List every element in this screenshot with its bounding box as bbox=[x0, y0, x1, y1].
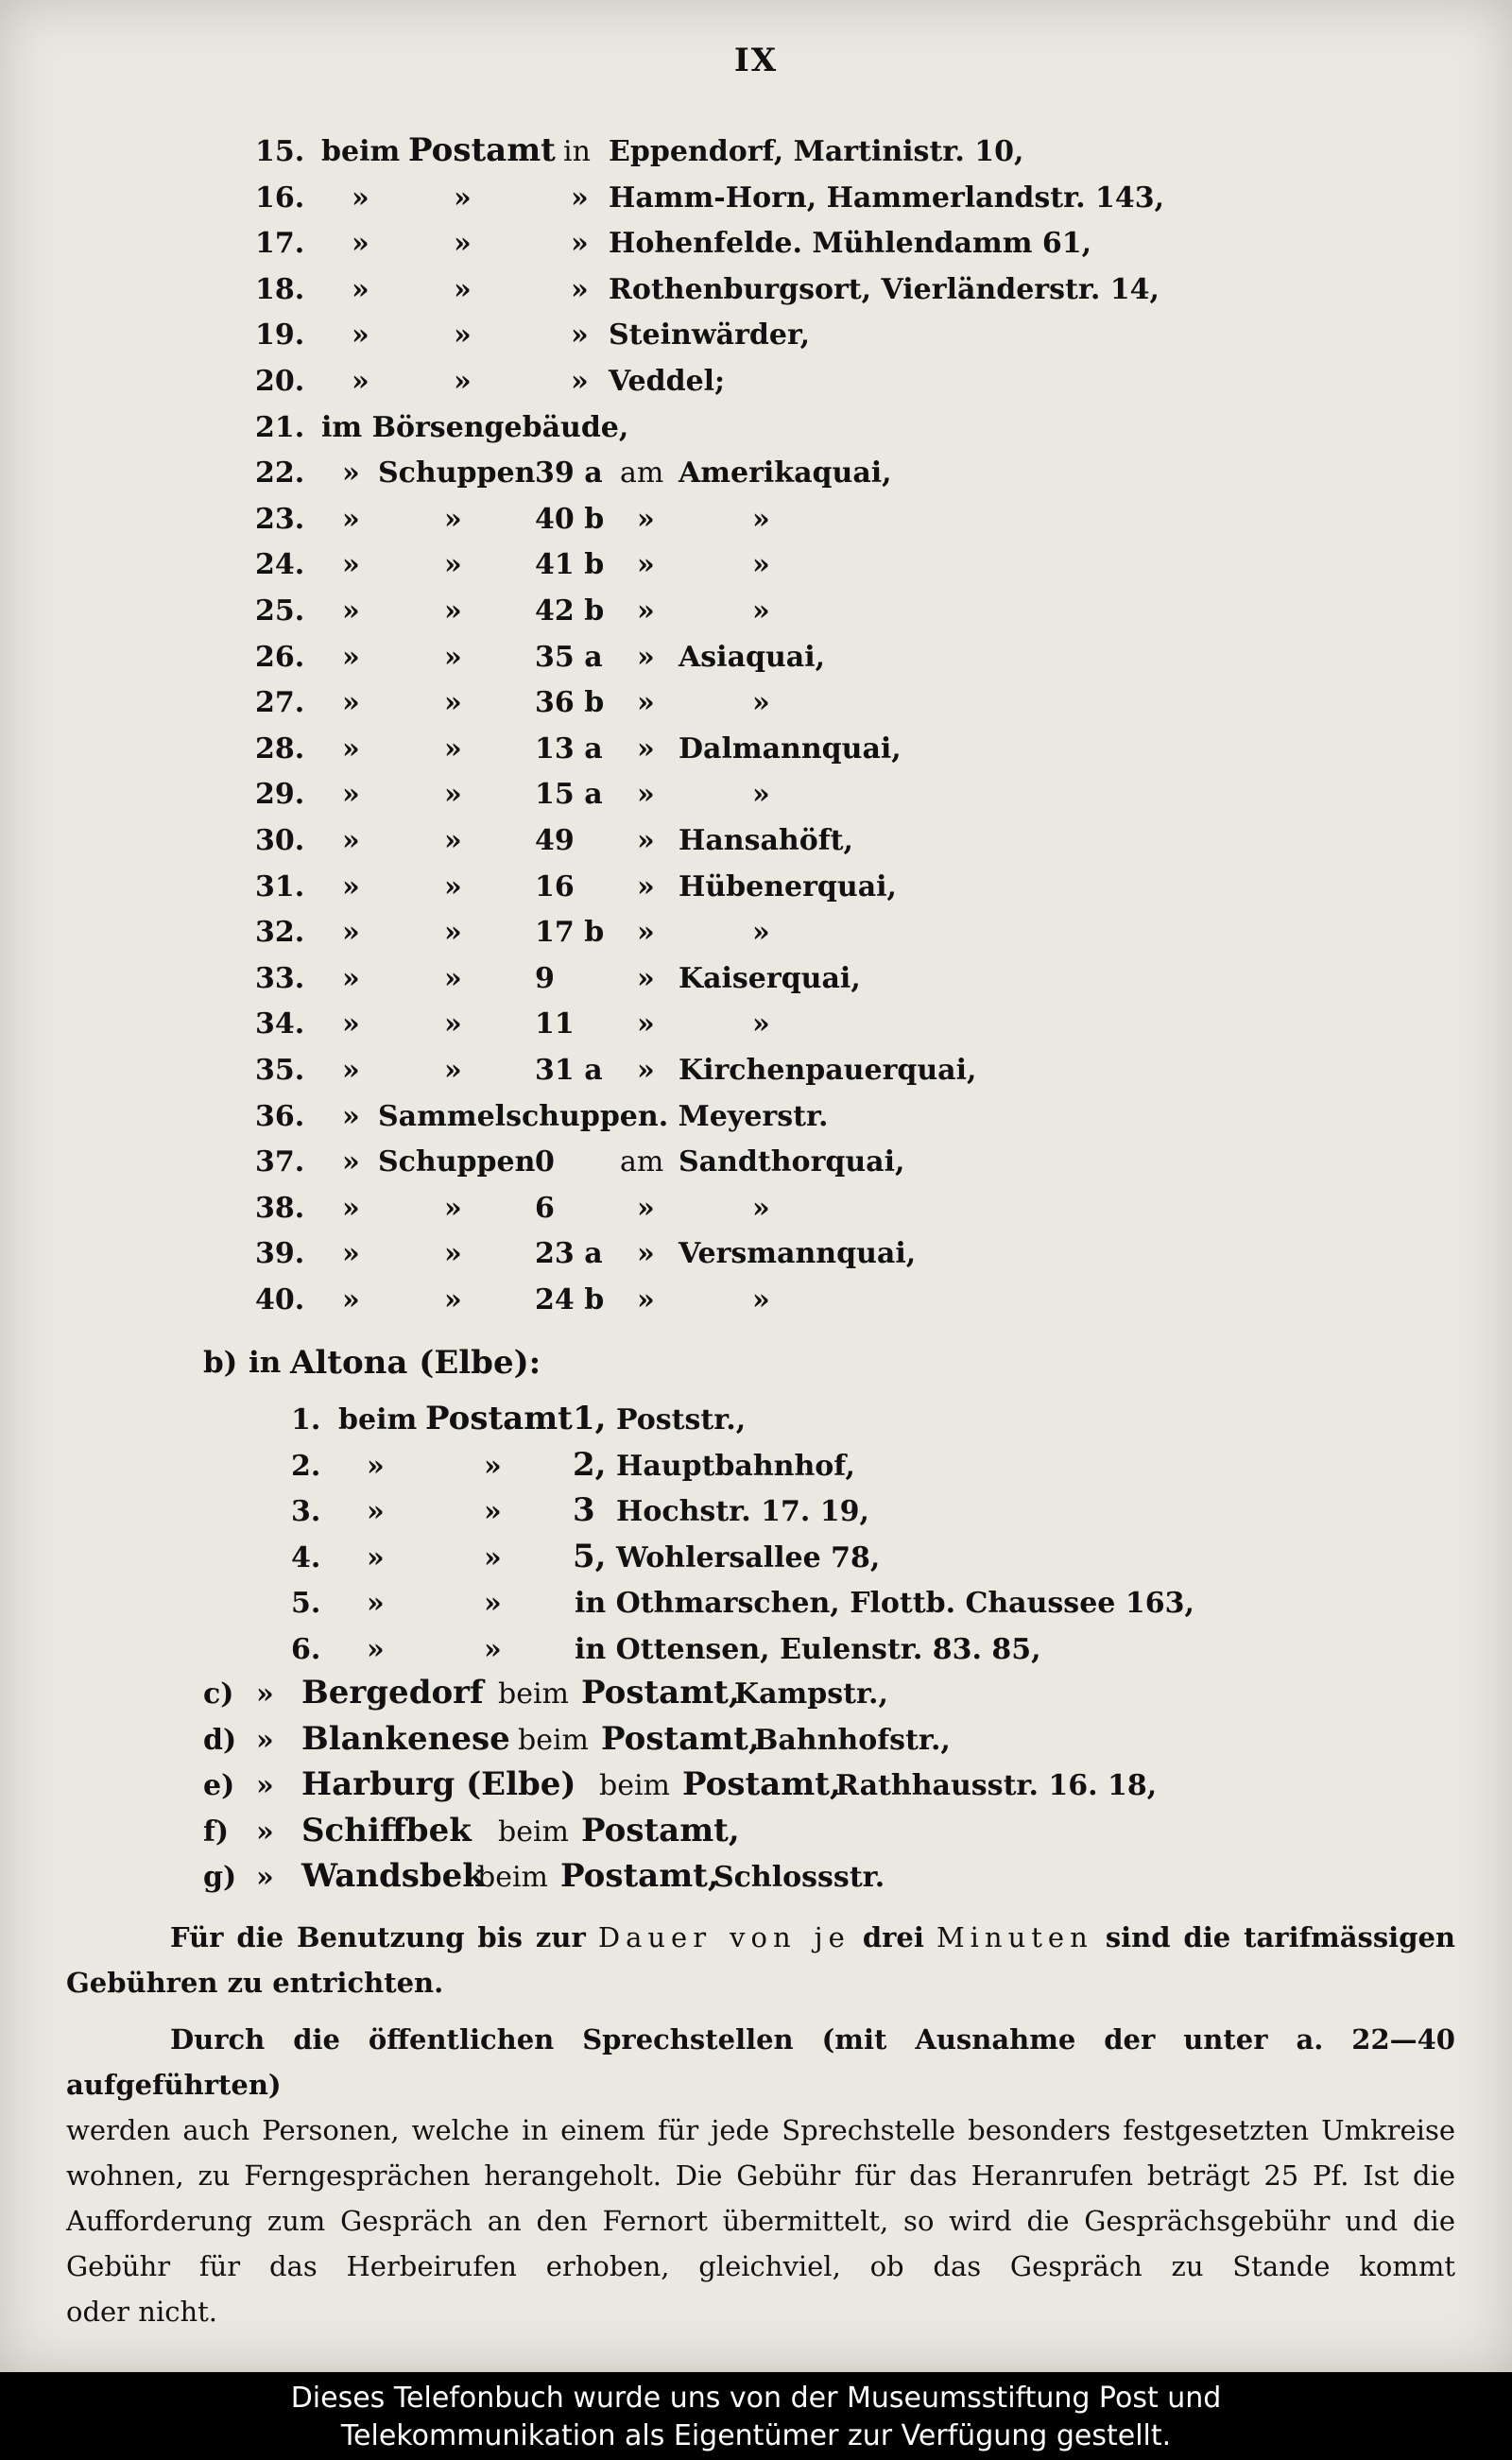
entry-prefix: beim bbox=[498, 1677, 569, 1711]
entry-number: 2. bbox=[291, 1450, 321, 1483]
list-item bbox=[255, 1049, 1389, 1092]
entry-location: im Börsengebäude, bbox=[321, 411, 629, 444]
ditto-mark: » bbox=[342, 1100, 360, 1133]
list-item bbox=[255, 957, 1389, 1001]
list-item bbox=[255, 773, 1389, 817]
ditto-mark: » bbox=[444, 594, 462, 628]
list-item bbox=[255, 819, 1389, 863]
list-item bbox=[255, 681, 1389, 725]
list-item bbox=[291, 1537, 1425, 1580]
list-item bbox=[203, 1719, 1432, 1763]
ditto-mark: » bbox=[367, 1495, 385, 1528]
ditto-mark: » bbox=[637, 594, 655, 628]
section-b-in: in bbox=[249, 1346, 282, 1380]
entry-label: g) bbox=[203, 1861, 237, 1894]
list-item bbox=[255, 360, 1389, 404]
entry-number: 36. bbox=[255, 1100, 305, 1133]
ditto-mark: » bbox=[444, 916, 462, 949]
ditto-mark: » bbox=[637, 1237, 655, 1270]
ditto-mark: » bbox=[256, 1861, 274, 1894]
entry-office: Postamt bbox=[425, 1400, 573, 1437]
entry-prefix: beim bbox=[498, 1815, 569, 1849]
para2-line: werden auch Personen, welche in einem für jede Sprechstelle besonders festgesetzten Umkreise bbox=[66, 2114, 1455, 2146]
shed-number: 39 a bbox=[535, 456, 603, 490]
ditto-mark: » bbox=[342, 1283, 360, 1316]
list-item bbox=[255, 498, 1389, 542]
entry-quay: Dalmannquai, bbox=[679, 732, 902, 766]
ditto-mark: » bbox=[637, 778, 655, 811]
ditto-mark: » bbox=[637, 916, 655, 949]
ditto-mark: » bbox=[637, 1054, 655, 1087]
section-b-place: Altona (Elbe): bbox=[290, 1344, 541, 1382]
entry-address: Hamm-Horn, Hammerlandstr. 143, bbox=[609, 181, 1165, 215]
entry-quay: Hübenerquai, bbox=[679, 870, 897, 903]
ditto-mark: » bbox=[444, 641, 462, 674]
entry-office: Postamt bbox=[408, 131, 556, 169]
entry-number: 25. bbox=[255, 594, 305, 628]
ditto-mark: » bbox=[637, 548, 655, 581]
page-number: IX bbox=[733, 42, 779, 79]
town-name: Harburg (Elbe) bbox=[301, 1765, 576, 1803]
town-name: Schiffbek bbox=[301, 1812, 472, 1849]
ditto-mark: » bbox=[571, 227, 589, 260]
list-item bbox=[291, 1399, 1425, 1442]
shed-number: 23 a bbox=[535, 1237, 603, 1270]
ditto-mark: » bbox=[752, 594, 770, 628]
ditto-mark: » bbox=[454, 181, 472, 215]
ditto-mark: » bbox=[637, 962, 655, 995]
list-item bbox=[255, 1232, 1389, 1276]
entry-number: 32. bbox=[255, 916, 305, 949]
entry-number: 4. bbox=[291, 1541, 321, 1574]
para1-spaced-a: Dauer von je bbox=[597, 1921, 850, 1953]
entry-address: Rathhausstr. 16. 18, bbox=[835, 1769, 1158, 1802]
ditto-mark: » bbox=[444, 778, 462, 811]
shed-number: 35 a bbox=[535, 641, 603, 674]
entry-preposition: am bbox=[620, 456, 664, 490]
entry-number: 35. bbox=[255, 1054, 305, 1087]
list-item bbox=[255, 1003, 1389, 1046]
entry-location: Sammelschuppen. Meyerstr. bbox=[378, 1100, 829, 1133]
ditto-mark: » bbox=[637, 503, 655, 536]
ditto-mark: » bbox=[342, 1054, 360, 1087]
ditto-mark: » bbox=[637, 732, 655, 766]
ditto-mark: » bbox=[444, 824, 462, 857]
footer-banner bbox=[0, 2372, 1512, 2460]
ditto-mark: » bbox=[444, 1054, 462, 1087]
entry-office: Postamt, bbox=[601, 1720, 760, 1758]
office-number: 5, bbox=[573, 1538, 607, 1575]
list-item bbox=[255, 1187, 1389, 1230]
ditto-mark: » bbox=[484, 1633, 502, 1666]
para1-text-b: sind die tarifmässigen bbox=[1105, 1921, 1456, 1953]
entry-address: Wohlersallee 78, bbox=[616, 1541, 881, 1574]
entry-office: Postamt, bbox=[581, 1812, 740, 1849]
list-item bbox=[255, 1095, 1389, 1139]
para2-line: oder nicht. bbox=[66, 2296, 218, 2328]
paragraph-fee-line2: Gebühren zu entrichten. bbox=[66, 1967, 444, 1999]
entry-number: 16. bbox=[255, 181, 305, 215]
list-item bbox=[203, 1673, 1432, 1716]
entry-label: f) bbox=[203, 1815, 230, 1849]
ditto-mark: » bbox=[454, 273, 472, 306]
ditto-mark: » bbox=[367, 1633, 385, 1666]
ditto-mark: » bbox=[444, 1192, 462, 1225]
ditto-mark: » bbox=[352, 181, 369, 215]
list-item bbox=[203, 1764, 1432, 1808]
ditto-mark: » bbox=[342, 962, 360, 995]
shed-number: 36 b bbox=[535, 686, 605, 719]
list-item bbox=[291, 1490, 1425, 1534]
entry-address: Steinwärder, bbox=[609, 318, 811, 352]
entry-number: 33. bbox=[255, 962, 305, 995]
entry-number: 38. bbox=[255, 1192, 305, 1225]
ditto-mark: » bbox=[352, 318, 369, 352]
ditto-mark: » bbox=[752, 916, 770, 949]
ditto-mark: » bbox=[571, 273, 589, 306]
para2-line: Gebühr für das Herbeirufen erhoben, gleichviel, ob das Gespräch zu Stande kommt bbox=[66, 2250, 1455, 2282]
ditto-mark: » bbox=[256, 1724, 274, 1757]
ditto-mark: » bbox=[752, 778, 770, 811]
ditto-mark: » bbox=[342, 686, 360, 719]
paragraph-fee bbox=[66, 1915, 1455, 2005]
ditto-mark: » bbox=[342, 778, 360, 811]
ditto-mark: » bbox=[342, 594, 360, 628]
ditto-mark: » bbox=[484, 1450, 502, 1483]
para1-spaced-b: Minuten bbox=[936, 1921, 1093, 1953]
entry-quay: Kaiserquai, bbox=[679, 962, 861, 995]
ditto-mark: » bbox=[444, 686, 462, 719]
para2-line: Durch die öffentlichen Sprechstellen (mit Ausnahme der unter a. 22—40 aufgeführten) bbox=[66, 2023, 1455, 2101]
ditto-mark: » bbox=[342, 1237, 360, 1270]
entry-number: 5. bbox=[291, 1587, 321, 1620]
ditto-mark: » bbox=[571, 365, 589, 398]
entry-building: Schuppen bbox=[378, 1145, 536, 1178]
ditto-mark: » bbox=[256, 1677, 274, 1711]
entry-office: Postamt, bbox=[581, 1674, 740, 1712]
ditto-mark: » bbox=[444, 732, 462, 766]
ditto-mark: » bbox=[444, 503, 462, 536]
entry-number: 39. bbox=[255, 1237, 305, 1270]
entry-office: Postamt, bbox=[560, 1857, 719, 1895]
ditto-mark: » bbox=[571, 318, 589, 352]
entry-address: Rothenburgsort, Vierländerstr. 14, bbox=[609, 273, 1160, 306]
ditto-mark: » bbox=[454, 318, 472, 352]
ditto-mark: » bbox=[342, 1192, 360, 1225]
list-item bbox=[255, 1141, 1389, 1184]
entry-prefix: beim bbox=[338, 1403, 418, 1436]
ditto-mark: » bbox=[752, 1192, 770, 1225]
ditto-mark: » bbox=[484, 1541, 502, 1574]
ditto-mark: » bbox=[637, 686, 655, 719]
entry-address: in Othmarschen, Flottb. Chaussee 163, bbox=[575, 1587, 1194, 1620]
ditto-mark: » bbox=[637, 1283, 655, 1316]
para1-bold: drei bbox=[862, 1921, 924, 1953]
entry-address: Hochstr. 17. 19, bbox=[616, 1495, 869, 1528]
entry-number: 37. bbox=[255, 1145, 305, 1178]
entry-address: Veddel; bbox=[609, 365, 726, 398]
entry-number: 20. bbox=[255, 365, 305, 398]
ditto-mark: » bbox=[444, 1237, 462, 1270]
entry-number: 40. bbox=[255, 1283, 305, 1316]
shed-number: 0 bbox=[535, 1145, 555, 1178]
ditto-mark: » bbox=[342, 641, 360, 674]
list-item bbox=[255, 406, 1389, 450]
shed-number: 24 b bbox=[535, 1283, 605, 1316]
entry-number: 28. bbox=[255, 732, 305, 766]
list-item bbox=[255, 268, 1389, 312]
ditto-mark: » bbox=[637, 824, 655, 857]
ditto-mark: » bbox=[454, 227, 472, 260]
entry-number: 3. bbox=[291, 1495, 321, 1528]
entry-number: 29. bbox=[255, 778, 305, 811]
shed-number: 16 bbox=[535, 870, 575, 903]
entry-preposition: in bbox=[563, 135, 591, 168]
shed-number: 6 bbox=[535, 1192, 555, 1225]
ditto-mark: » bbox=[367, 1587, 385, 1620]
entry-label: d) bbox=[203, 1724, 237, 1757]
list-item bbox=[255, 590, 1389, 633]
entry-number: 30. bbox=[255, 824, 305, 857]
ditto-mark: » bbox=[484, 1495, 502, 1528]
ditto-mark: » bbox=[637, 1192, 655, 1225]
paragraph-fee-line1 bbox=[66, 1915, 1455, 1960]
ditto-mark: » bbox=[352, 365, 369, 398]
footer-line1: Dieses Telefonbuch wurde uns von der Museumsstiftung Post und bbox=[290, 2382, 1222, 2415]
entry-number: 31. bbox=[255, 870, 305, 903]
shed-number: 9 bbox=[535, 962, 555, 995]
entry-prefix: beim bbox=[518, 1724, 589, 1757]
list-item bbox=[255, 866, 1389, 909]
list-item bbox=[255, 130, 1389, 174]
entry-prefix: beim bbox=[321, 135, 401, 168]
office-number: 1, bbox=[573, 1400, 607, 1437]
footer-line2: Telekommunikation als Eigentümer zur Verfügung gestellt. bbox=[340, 2419, 1172, 2452]
shed-number: 41 b bbox=[535, 548, 605, 581]
ditto-mark: » bbox=[454, 365, 472, 398]
ditto-mark: » bbox=[444, 870, 462, 903]
list-item bbox=[255, 177, 1389, 220]
ditto-mark: » bbox=[342, 1145, 360, 1178]
ditto-mark: » bbox=[342, 456, 360, 490]
ditto-mark: » bbox=[342, 824, 360, 857]
entry-number: 27. bbox=[255, 686, 305, 719]
ditto-mark: » bbox=[352, 227, 369, 260]
ditto-mark: » bbox=[484, 1587, 502, 1620]
entry-label: e) bbox=[203, 1769, 235, 1802]
list-item bbox=[255, 222, 1389, 266]
entry-address: Schlossstr. bbox=[713, 1861, 885, 1894]
list-item bbox=[291, 1445, 1425, 1488]
entry-address: Bahnhofstr., bbox=[754, 1724, 951, 1757]
entry-number: 21. bbox=[255, 411, 305, 444]
ditto-mark: » bbox=[342, 916, 360, 949]
ditto-mark: » bbox=[444, 1283, 462, 1316]
list-item bbox=[255, 728, 1389, 771]
shed-number: 17 b bbox=[535, 916, 605, 949]
entry-address: Hohenfelde. Mühlendamm 61, bbox=[609, 227, 1092, 260]
shed-number: 49 bbox=[535, 824, 575, 857]
entry-label: c) bbox=[203, 1677, 234, 1711]
town-name: Bergedorf bbox=[301, 1674, 484, 1712]
town-name: Wandsbek bbox=[301, 1857, 485, 1895]
para1-text-a: Für die Benutzung bis zur bbox=[170, 1921, 586, 1953]
entry-quay: Asiaquai, bbox=[679, 641, 826, 674]
entry-building: Schuppen bbox=[378, 456, 536, 490]
entry-number: 26. bbox=[255, 641, 305, 674]
entry-address: Kampstr., bbox=[734, 1677, 888, 1711]
entry-number: 1. bbox=[291, 1403, 321, 1436]
entry-quay: Kirchenpauerquai, bbox=[679, 1054, 977, 1087]
entry-prefix: beim bbox=[599, 1769, 670, 1802]
list-item bbox=[255, 543, 1389, 587]
paragraph-callout bbox=[66, 2017, 1455, 2334]
entry-quay: Sandthorquai, bbox=[679, 1145, 905, 1178]
entry-number: 24. bbox=[255, 548, 305, 581]
shed-number: 40 b bbox=[535, 503, 605, 536]
entry-prefix: beim bbox=[477, 1861, 548, 1894]
list-item bbox=[255, 1279, 1389, 1322]
ditto-mark: » bbox=[637, 1007, 655, 1041]
town-name: Blankenese bbox=[301, 1720, 510, 1758]
office-number: 3 bbox=[573, 1491, 595, 1529]
list-item bbox=[291, 1628, 1425, 1672]
para2-line: wohnen, zu Ferngesprächen herangeholt. Die Gebühr für das Heranrufen beträgt 25 Pf. Ist die bbox=[66, 2159, 1455, 2192]
entry-number: 15. bbox=[255, 135, 305, 168]
para2-line: Aufforderung zum Gespräch an den Fernort übermittelt, so wird die Gesprächsgebühr und die bbox=[66, 2205, 1455, 2237]
entry-number: 19. bbox=[255, 318, 305, 352]
ditto-mark: » bbox=[637, 870, 655, 903]
ditto-mark: » bbox=[256, 1815, 274, 1849]
entry-number: 6. bbox=[291, 1633, 321, 1666]
ditto-mark: » bbox=[637, 641, 655, 674]
ditto-mark: » bbox=[444, 548, 462, 581]
office-number: 2, bbox=[573, 1446, 607, 1484]
entry-address: in Ottensen, Eulenstr. 83. 85, bbox=[575, 1633, 1041, 1666]
entry-address: Hauptbahnhof, bbox=[616, 1450, 855, 1483]
ditto-mark: » bbox=[256, 1769, 274, 1802]
ditto-mark: » bbox=[342, 1007, 360, 1041]
entry-quay: Amerikaquai, bbox=[679, 456, 892, 490]
ditto-mark: » bbox=[752, 1283, 770, 1316]
entry-number: 17. bbox=[255, 227, 305, 260]
ditto-mark: » bbox=[342, 732, 360, 766]
entry-address: Eppendorf, Martinistr. 10, bbox=[609, 135, 1024, 168]
list-item bbox=[255, 911, 1389, 955]
shed-number: 15 a bbox=[535, 778, 603, 811]
ditto-mark: » bbox=[444, 1007, 462, 1041]
ditto-mark: » bbox=[752, 686, 770, 719]
list-item bbox=[291, 1582, 1425, 1626]
section-b-label: b) bbox=[203, 1346, 238, 1380]
ditto-mark: » bbox=[367, 1450, 385, 1483]
entry-number: 22. bbox=[255, 456, 305, 490]
entry-office: Postamt, bbox=[682, 1765, 841, 1803]
ditto-mark: » bbox=[342, 548, 360, 581]
entry-quay: Versmannquai, bbox=[679, 1237, 917, 1270]
entry-number: 23. bbox=[255, 503, 305, 536]
entry-quay: Hansahöft, bbox=[679, 824, 853, 857]
list-item bbox=[203, 1811, 1432, 1854]
list-item bbox=[255, 314, 1389, 357]
ditto-mark: » bbox=[752, 548, 770, 581]
list-item bbox=[255, 452, 1389, 495]
ditto-mark: » bbox=[367, 1541, 385, 1574]
ditto-mark: » bbox=[342, 503, 360, 536]
shed-number: 11 bbox=[535, 1007, 575, 1041]
ditto-mark: » bbox=[444, 962, 462, 995]
list-item bbox=[203, 1856, 1432, 1900]
entry-preposition: am bbox=[620, 1145, 664, 1178]
ditto-mark: » bbox=[752, 1007, 770, 1041]
shed-number: 13 a bbox=[535, 732, 603, 766]
ditto-mark: » bbox=[352, 273, 369, 306]
ditto-mark: » bbox=[571, 181, 589, 215]
ditto-mark: » bbox=[752, 503, 770, 536]
entry-address: Poststr., bbox=[616, 1403, 747, 1436]
list-item bbox=[255, 636, 1389, 680]
shed-number: 31 a bbox=[535, 1054, 603, 1087]
shed-number: 42 b bbox=[535, 594, 605, 628]
entry-number: 34. bbox=[255, 1007, 305, 1041]
entry-number: 18. bbox=[255, 273, 305, 306]
ditto-mark: » bbox=[342, 870, 360, 903]
section-b-heading bbox=[203, 1341, 1337, 1385]
